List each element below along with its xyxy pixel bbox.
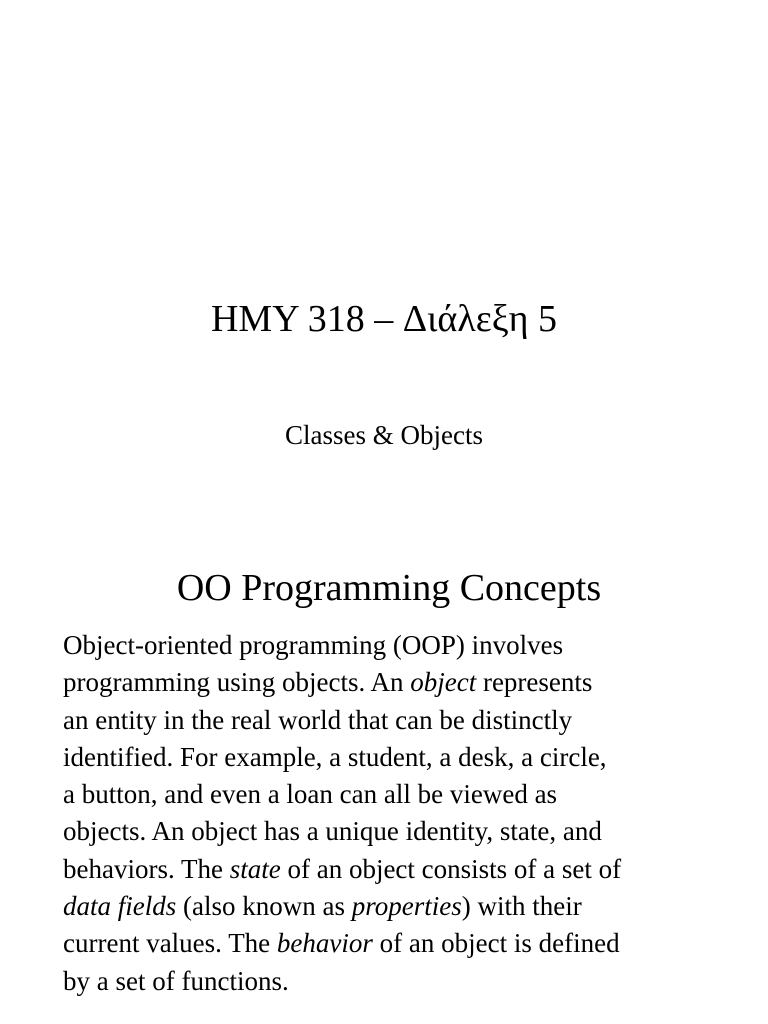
text-run: current values. The <box>63 928 277 959</box>
emphasized-term: data fields <box>63 891 177 922</box>
section-heading: OO Programming Concepts <box>176 567 602 609</box>
text-run: an entity in the real world that can be distinctly <box>63 704 573 735</box>
slide-subtitle: Classes & Objects <box>285 420 483 450</box>
text-run: Object-oriented programming (OOP) involves <box>63 630 564 660</box>
text-run: programming using objects. An <box>63 667 411 698</box>
paragraph-line <box>63 702 733 739</box>
paragraph-line <box>63 813 733 850</box>
text-run: represents <box>476 667 593 698</box>
emphasized-term: properties <box>351 891 462 922</box>
slide-title: HMY 318 – Διάλεξη 5 <box>210 298 558 340</box>
body-paragraph <box>63 627 733 1000</box>
paragraph-line <box>63 963 733 1000</box>
text-run: objects. An object has a unique identity, state, and <box>63 816 602 847</box>
paragraph-line <box>63 776 733 813</box>
paragraph-line <box>63 851 733 888</box>
text-run: a button, and even a loan can all be viewed as <box>63 779 558 810</box>
paragraph-line <box>63 664 733 701</box>
paragraph-line <box>63 627 733 664</box>
paragraph-line <box>63 888 733 925</box>
emphasized-term: object <box>410 667 477 698</box>
emphasized-term: behavior <box>276 928 373 959</box>
emphasized-term: state <box>229 853 281 884</box>
content-slide <box>0 555 768 1024</box>
paragraph-line <box>63 739 733 776</box>
text-run: by a set of functions. <box>63 965 289 996</box>
text-run: of an object is defined <box>372 928 620 959</box>
paragraph-line <box>63 925 733 962</box>
text-run: of an object consists of a set of <box>280 853 622 884</box>
text-run: behaviors. The <box>63 853 230 884</box>
text-run: identified. For example, a student, a desk, a circle, <box>63 741 607 772</box>
text-run: ) with their <box>461 891 582 922</box>
text-run: (also known as <box>176 891 352 922</box>
